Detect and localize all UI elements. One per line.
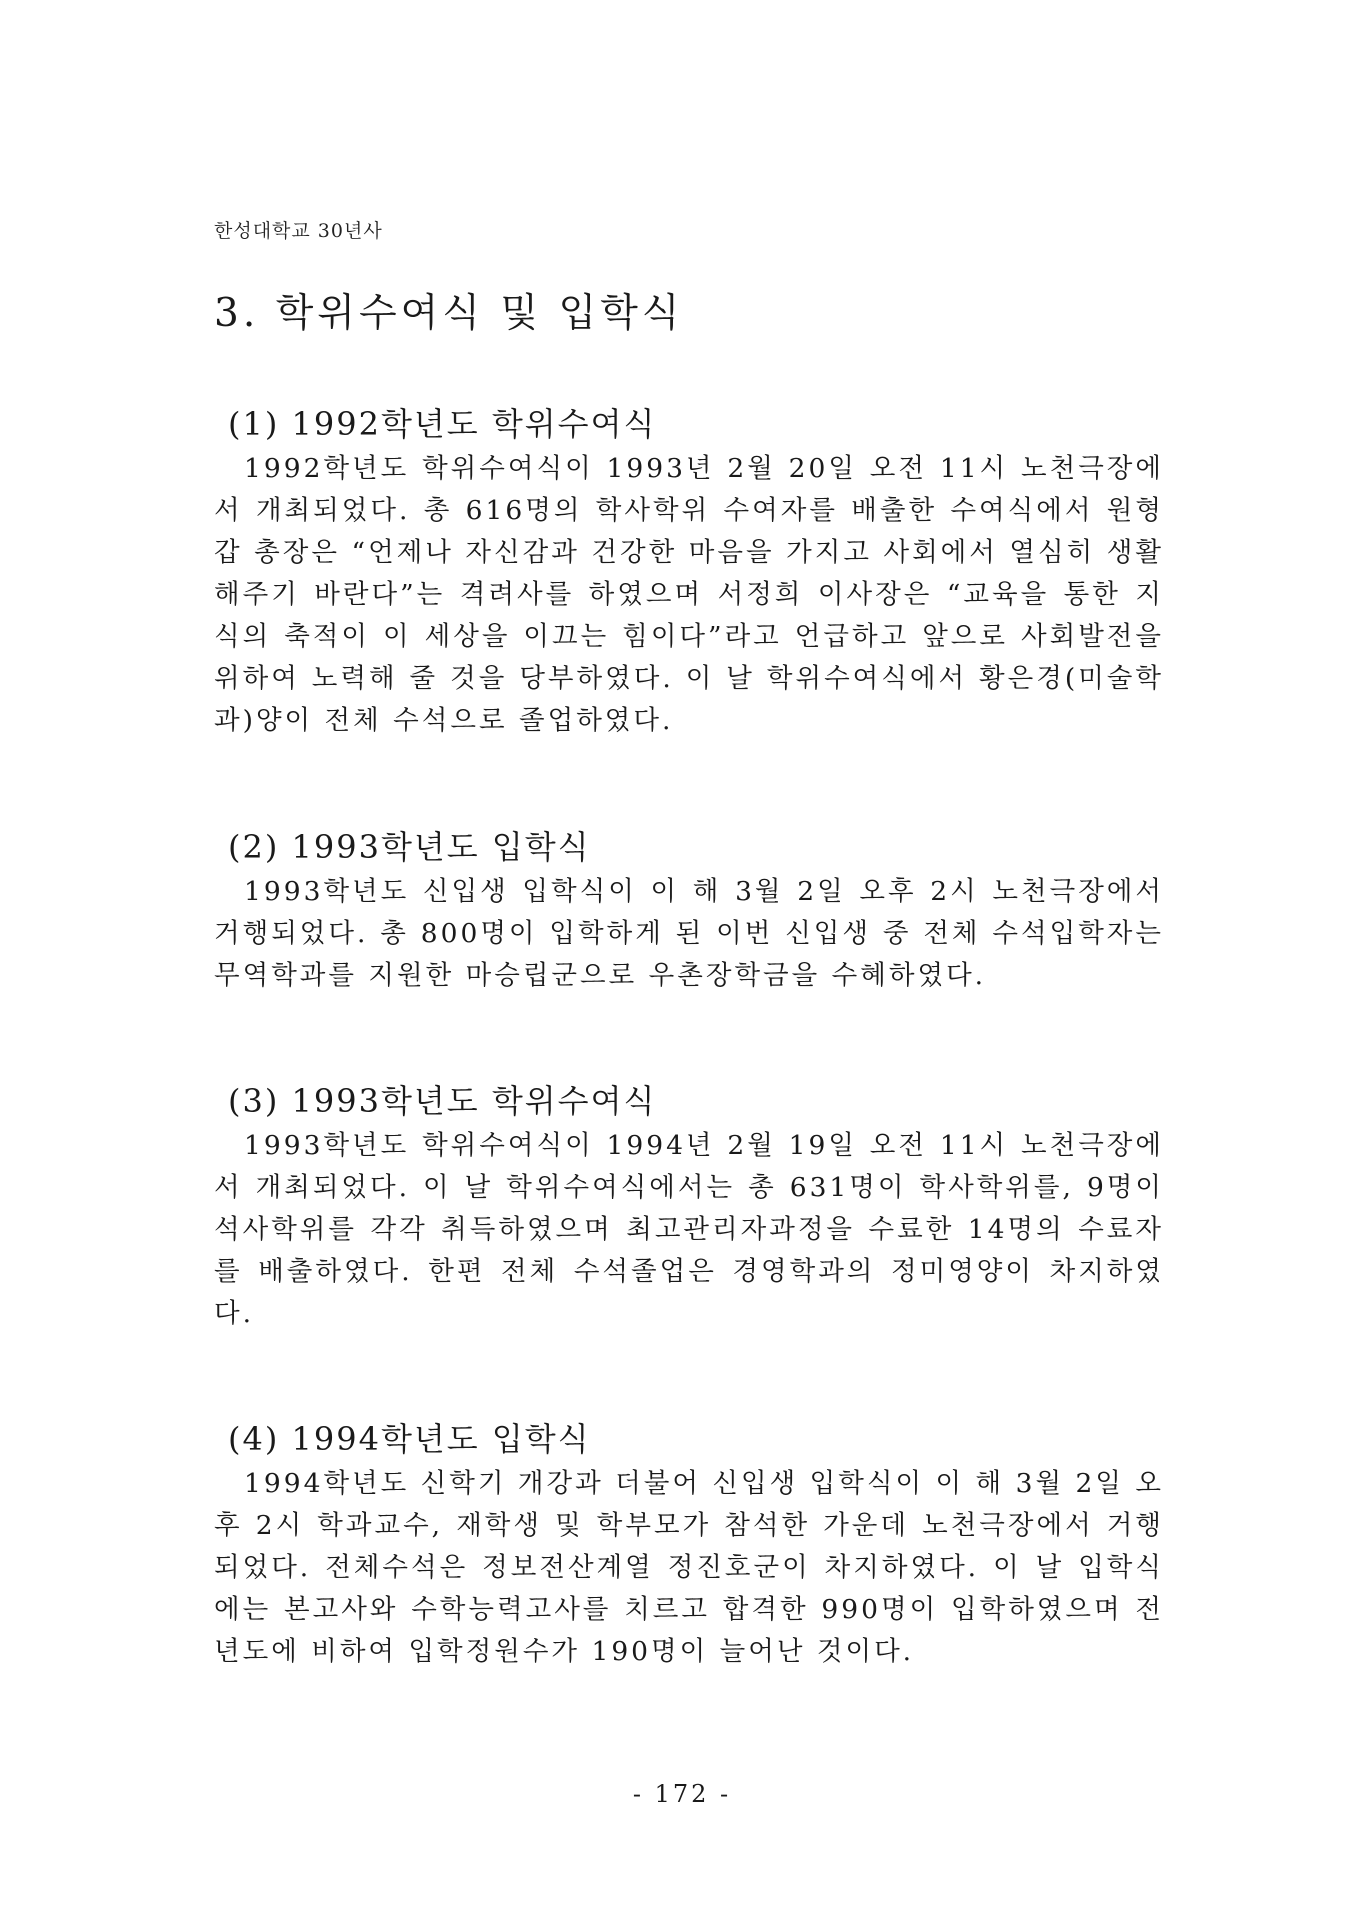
section-body: 1993학년도 학위수여식이 1994년 2월 19일 오전 11시 노천극장에서 개최되었다. 이 날 학위수여식에서는 총 631명이 학사학위를, 9명이 석사학위를 각각 취득하였으며 최고관리자과정을 수료한 14명의 수료자를 배출하였다. 한편 전체 수석졸업은 경영학과의 정미영양이 차지하였다. — [214, 1130, 1164, 1329]
section-heading: (4) 1994학년도 입학식 — [228, 1420, 591, 1458]
running-header: 한성대학교 30년사 — [214, 220, 383, 242]
section-body: 1992학년도 학위수여식이 1993년 2월 20일 오전 11시 노천극장에서 개최되었다. 총 616명의 학사학위 수여자를 배출한 수여식에서 원형갑 총장은 “언제나 자신감과 건강한 마음을 가지고 사회에서 열심히 생활해주기 바란다”는 격려사를 하였으며 서정희 이사장은 “교육을 통한 지식의 축적이 이 세상을 이끄는 힘이다”라고 언급하고 앞으로 사회발전을 위하여 노력해 줄 것을 당부하였다. 이 날 학위수여식에서 황은경(미술학과)양이 전체 수석으로 졸업하였다. — [214, 453, 1164, 736]
section-1994-entrance — [214, 1415, 1164, 1673]
section-1993-entrance — [214, 823, 1164, 997]
section-body: 1994학년도 신학기 개강과 더불어 신입생 입학식이 이 해 3월 2일 오후 2시 학과교수, 재학생 및 학부모가 참석한 가운데 노천극장에서 거행되었다. 전체수석은 정보전산계열 정진호군이 차지하였다. 이 날 입학식에는 본고사와 수학능력고사를 치르고 합격한 990명이 입학하였으며 전년도에 비하여 입학정원수가 190명이 늘어난 것이다. — [214, 1468, 1164, 1667]
section-1992-graduation — [214, 400, 1164, 742]
section-heading: (2) 1993학년도 입학식 — [228, 828, 591, 866]
page-number: - 172 - — [632, 1780, 732, 1808]
section-body: 1993학년도 신입생 입학식이 이 해 3월 2일 오후 2시 노천극장에서 거행되었다. 총 800명이 입학하게 된 이번 신입생 중 전체 수석입학자는 무역학과를 지원한 마승립군으로 우촌장학금을 수혜하였다. — [214, 876, 1164, 991]
section-heading: (3) 1993학년도 학위수여식 — [228, 1082, 657, 1120]
section-1993-graduation — [214, 1077, 1164, 1335]
chapter-title: 3. 학위수여식 및 입학식 — [214, 291, 684, 336]
section-heading: (1) 1992학년도 학위수여식 — [228, 405, 657, 443]
